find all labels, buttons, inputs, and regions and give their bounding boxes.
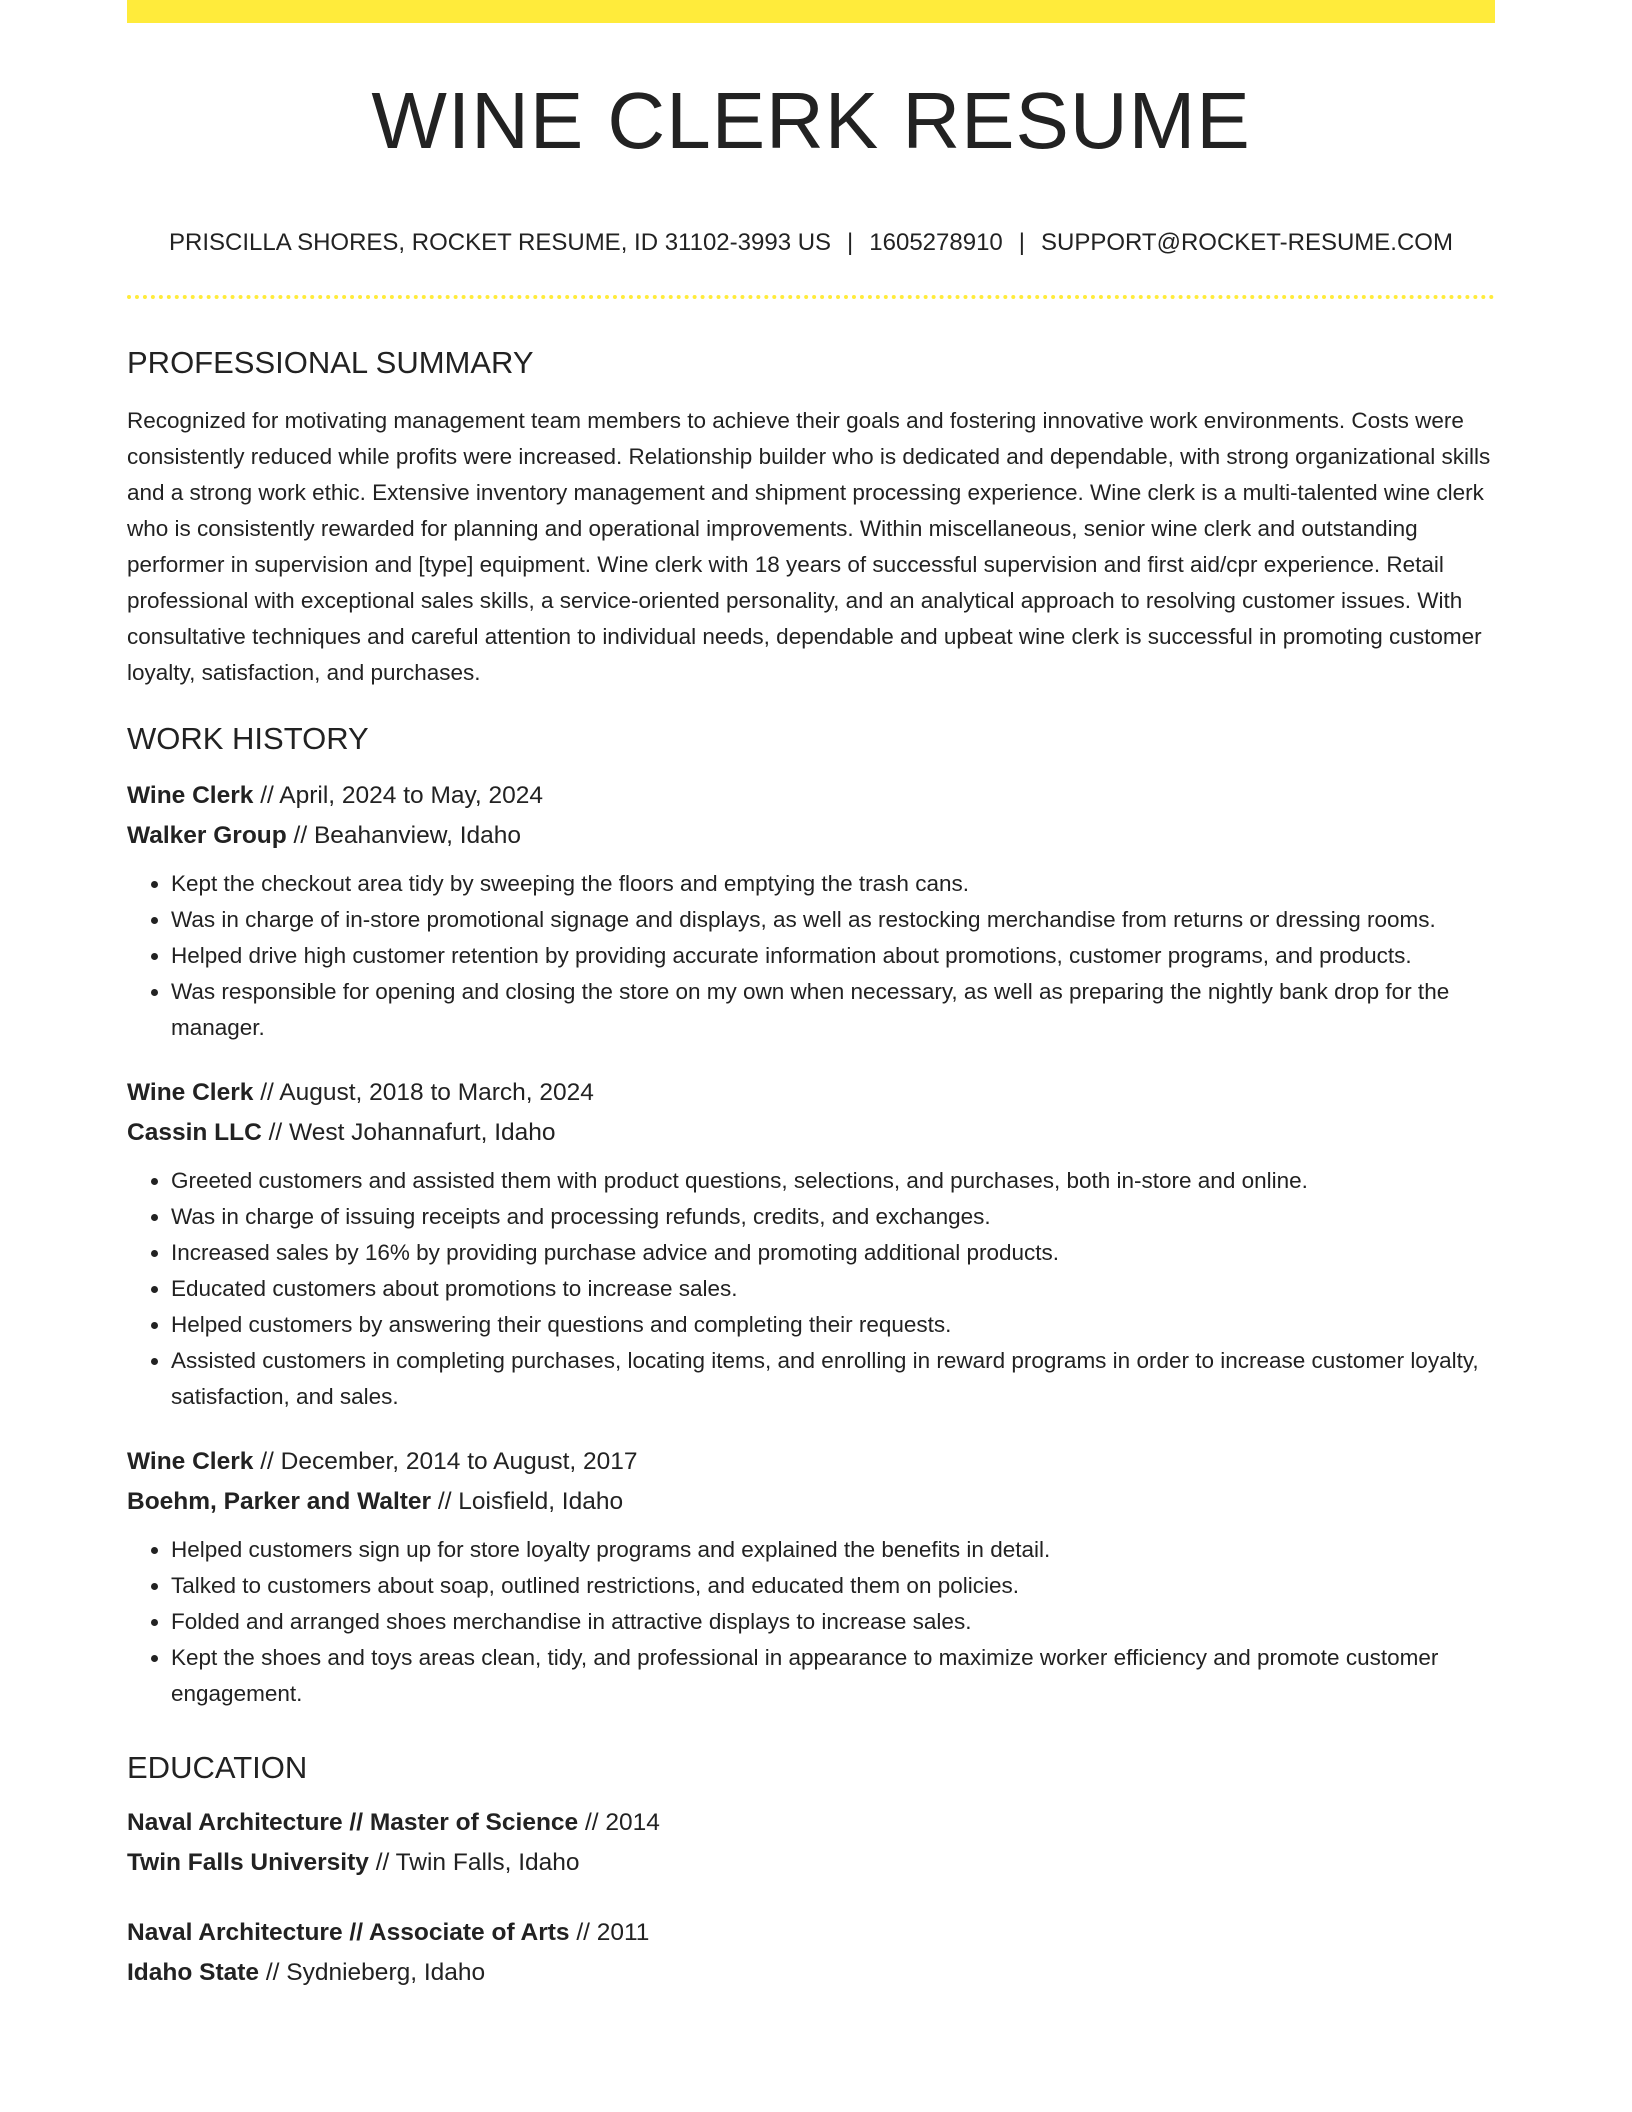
duty-item: • Folded and arranged shoes merchandise in attractive displays to increase sales.: [171, 1604, 1495, 1640]
job-title: Wine Clerk: [127, 782, 254, 809]
contact-address: PRISCILLA SHORES, ROCKET RESUME, ID 31102-3993 US: [169, 229, 832, 256]
contact-email[interactable]: SUPPORT@ROCKET-RESUME.COM: [1041, 229, 1453, 256]
job-entry: [127, 1442, 1495, 1712]
top-accent-bar: [127, 0, 1495, 23]
contact-line: [127, 231, 1495, 255]
summary-heading: PROFESSIONAL SUMMARY: [127, 345, 534, 380]
education-school: Twin Falls University: [127, 1849, 369, 1876]
contact-phone[interactable]: 1605278910: [869, 229, 1003, 256]
job-title-line: [127, 1442, 1495, 1482]
job-title: Wine Clerk: [127, 1079, 254, 1106]
job-entry: [127, 776, 1495, 1046]
dotted-divider: [127, 295, 1495, 299]
education-school-line: [127, 1843, 1495, 1883]
education-year: // 2011: [569, 1919, 650, 1946]
education-school-line: [127, 1953, 1495, 1993]
job-dates: // August, 2018 to March, 2024: [253, 1079, 594, 1106]
duty-item: • Helped drive high customer retention by providing accurate information about promotions, customer programs, and products.: [171, 938, 1495, 974]
education-degree-line: [127, 1803, 1495, 1843]
summary-text: Recognized for motivating management team members to achieve their goals and fostering innovative work environments. Costs were consistently reduced while profits were increased. Relationship builder who is dedicated and dependable, with strong organizational skills and a strong work ethic. Extensive inventory management and shipment processing experience. Wine clerk is a multi-talented wine clerk who is consistently rewarded for planning and operational improvements. Within miscellaneous, senior wine clerk and outstanding performer in supervision and [type] equipment. Wine clerk with 18 years of successful supervision and first aid/cpr experience. Retail professional with exceptional sales skills, a service-oriented personality, and an analytical approach to resolving customer issues. With consultative techniques and careful attention to individual needs, dependable and upbeat wine clerk is successful in promoting customer loyalty, satisfaction, and purchases.: [127, 408, 1491, 685]
duty-item: • Assisted customers in completing purchases, locating items, and enrolling in reward programs in order to increase customer loyalty, satisfaction, and sales.: [171, 1343, 1495, 1415]
education-location: // Twin Falls, Idaho: [368, 1849, 580, 1876]
education-entry: [127, 1803, 1495, 1883]
duty-item: • Kept the checkout area tidy by sweeping the floors and emptying the trash cans.: [171, 866, 1495, 902]
job-dates: // April, 2024 to May, 2024: [253, 782, 544, 809]
contact-separator: |: [847, 229, 854, 256]
job-duties-list: [127, 1163, 1495, 1415]
job-title-line: [127, 776, 1495, 816]
resume-title: WINE CLERK RESUME: [371, 76, 1251, 165]
job-location: // Beahanview, Idaho: [286, 822, 522, 849]
education-degree-line: [127, 1913, 1495, 1953]
contact-separator: |: [1018, 229, 1025, 256]
duty-item: • Helped customers sign up for store loyalty programs and explained the benefits in detail.: [171, 1532, 1495, 1568]
job-duties-list: [127, 1532, 1495, 1712]
job-location: // West Johannafurt, Idaho: [261, 1119, 556, 1146]
job-duties-list: [127, 866, 1495, 1046]
work-history-heading: WORK HISTORY: [127, 721, 369, 756]
education-heading: EDUCATION: [127, 1750, 308, 1785]
education-school: Idaho State: [127, 1959, 260, 1986]
job-entry: [127, 1073, 1495, 1415]
education-entry: [127, 1913, 1495, 1993]
job-title: Wine Clerk: [127, 1448, 254, 1475]
job-dates: // December, 2014 to August, 2017: [253, 1448, 638, 1475]
job-company: Walker Group: [127, 822, 287, 849]
duty-item: • Was in charge of in-store promotional signage and displays, as well as restocking merchandise from returns or dressing rooms.: [171, 902, 1495, 938]
duty-item: • Was in charge of issuing receipts and processing refunds, credits, and exchanges.: [171, 1199, 1495, 1235]
education-location: // Sydnieberg, Idaho: [259, 1959, 486, 1986]
job-company-line: [127, 1113, 1495, 1153]
education-degree: Naval Architecture // Master of Science: [127, 1809, 579, 1836]
duty-item: • Helped customers by answering their questions and completing their requests.: [171, 1307, 1495, 1343]
job-company: Boehm, Parker and Walter: [127, 1488, 432, 1515]
duty-item: • Kept the shoes and toys areas clean, tidy, and professional in appearance to maximize worker efficiency and promote customer engagement.: [171, 1640, 1495, 1712]
duty-item: • Increased sales by 16% by providing purchase advice and promoting additional products.: [171, 1235, 1495, 1271]
job-title-line: [127, 1073, 1495, 1113]
job-company: Cassin LLC: [127, 1119, 262, 1146]
education-year: // 2014: [578, 1809, 660, 1836]
education-degree: Naval Architecture // Associate of Arts: [127, 1919, 570, 1946]
job-company-line: [127, 1482, 1495, 1522]
duty-item: • Greeted customers and assisted them with product questions, selections, and purchases, both in-store and online.: [171, 1163, 1495, 1199]
duty-item: • Talked to customers about soap, outlined restrictions, and educated them on policies.: [171, 1568, 1495, 1604]
resume-page: [127, 0, 1495, 1993]
duty-item: • Educated customers about promotions to increase sales.: [171, 1271, 1495, 1307]
job-company-line: [127, 816, 1495, 856]
job-location: // Loisfield, Idaho: [431, 1488, 624, 1515]
duty-item: • Was responsible for opening and closing the store on my own when necessary, as well as preparing the nightly bank drop for the manager.: [171, 974, 1495, 1046]
